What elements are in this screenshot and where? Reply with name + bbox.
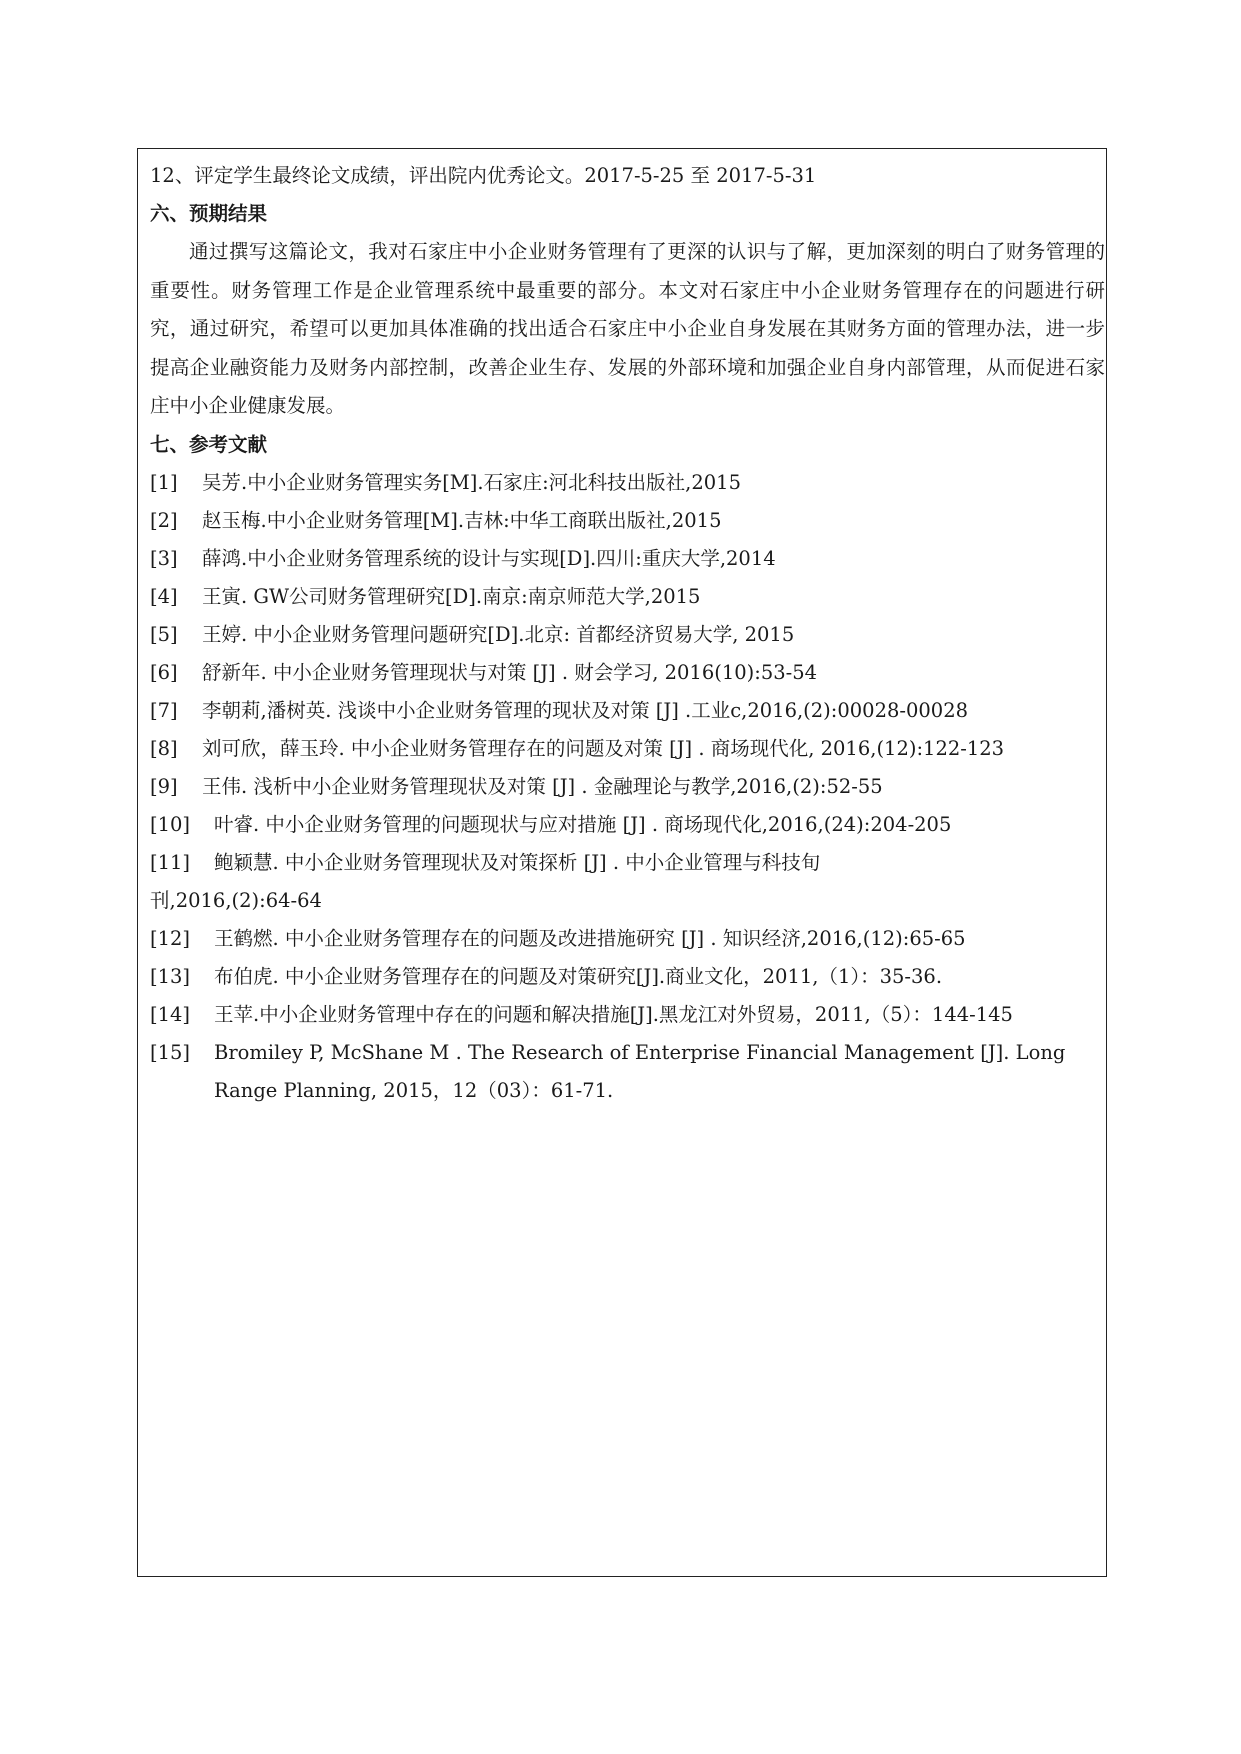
reference-item [150,578,1106,616]
reference-text: 刘可欣，薛玉玲. 中小企业财务管理存在的问题及对策 [J] . 商场现代化, 2016,(12):122-123 [202,736,1005,760]
reference-number: [9] [150,774,178,798]
reference-number: [3] [150,546,178,570]
reference-item [150,730,1106,768]
section-heading-references: 七、参考文献 [150,432,268,456]
reference-item [150,768,1106,806]
document-content [150,157,1106,1110]
reference-item [150,692,1106,730]
reference-continuation-text: Range Planning, 2015，12（03）：61-71. [214,1078,614,1102]
reference-text: 叶睿. 中小企业财务管理的问题现状与应对措施 [J] . 商场现代化,2016,(24):204-205 [214,812,952,836]
reference-item [150,464,1106,502]
reference-number: [12] [150,926,191,950]
reference-text: Bromiley P, McShane M . The Research of Enterprise Financial Management [J]. Long [214,1040,1066,1064]
reference-item [150,920,1106,958]
reference-item [150,502,1106,540]
reference-item [150,806,1106,844]
expected-results-paragraph: 通过撰写这篇论文，我对石家庄中小企业财务管理有了更深的认识与了解，更加深刻的明白了财务管理的重要性。财务管理工作是企业管理系统中最重要的部分。本文对石家庄中小企业财务管理存在的问题进行研究，通过研究，希望可以更加具体准确的找出适合石家庄中小企业自身发展在其财务方面的管理办法，进一步提高企业融资能力及财务内部控制，改善企业生存、发展的外部环境和加强企业自身内部管理，从而促进石家庄中小企业健康发展。 [150,240,1105,418]
reference-text: 王伟. 浅析中小企业财务管理现状及对策 [J] . 金融理论与教学,2016,(2):52-55 [202,774,883,798]
reference-text: 吴芳.中小企业财务管理实务[M].石家庄:河北科技出版社,2015 [202,470,741,494]
reference-continuation [150,1072,1106,1110]
reference-text: 布伯虎. 中小企业财务管理存在的问题及对策研究[J].商业文化，2011,（1）：35-36. [214,964,943,988]
reference-number: [5] [150,622,178,646]
reference-text: 李朝莉,潘树英. 浅谈中小企业财务管理的现状及对策 [J] .工业c,2016,(2):00028-00028 [202,698,969,722]
reference-item [150,540,1106,578]
reference-text: 舒新年. 中小企业财务管理现状与对策 [J] . 财会学习, 2016(10):53-54 [202,660,818,684]
reference-text: 王鹤燃. 中小企业财务管理存在的问题及改进措施研究 [J] . 知识经济,2016,(12):65-65 [214,926,966,950]
form-table-cell [137,148,1107,1577]
reference-item [150,654,1106,692]
reference-list [150,464,1106,1110]
reference-text: 王寅. GW公司财务管理研究[D].南京:南京师范大学,2015 [202,584,701,608]
reference-text: 王婷. 中小企业财务管理问题研究[D].北京: 首都经济贸易大学, 2015 [202,622,795,646]
reference-number: [11] [150,850,191,874]
reference-number: [15] [150,1040,191,1064]
reference-number: [2] [150,508,178,532]
reference-text: 王苹.中小企业财务管理中存在的问题和解决措施[J].黑龙江对外贸易，2011,（5）：144-145 [214,1002,1013,1026]
reference-number: [6] [150,660,178,684]
reference-text: 鲍颖慧. 中小企业财务管理现状及对策探析 [J] . 中小企业管理与科技旬 [214,850,821,874]
reference-item [150,1034,1106,1072]
schedule-item-12: 12、评定学生最终论文成绩，评出院内优秀论文。2017-5-25 至 2017-5-31 [150,164,817,187]
reference-item [150,616,1106,654]
reference-number: [7] [150,698,178,722]
reference-continuation: 刊,2016,(2):64-64 [150,888,322,912]
reference-number: [14] [150,1002,191,1026]
reference-number: [1] [150,470,178,494]
section-heading-expected-results: 六、预期结果 [150,202,268,225]
reference-item [150,958,1106,996]
reference-number: [4] [150,584,178,608]
reference-text: 薛鸿.中小企业财务管理系统的设计与实现[D].四川:重庆大学,2014 [202,546,776,570]
reference-text: 赵玉梅.中小企业财务管理[M].吉林:中华工商联出版社,2015 [202,508,722,532]
reference-number: [13] [150,964,191,988]
reference-number: [8] [150,736,178,760]
reference-item [150,844,1106,882]
reference-number: [10] [150,812,191,836]
reference-item [150,996,1106,1034]
